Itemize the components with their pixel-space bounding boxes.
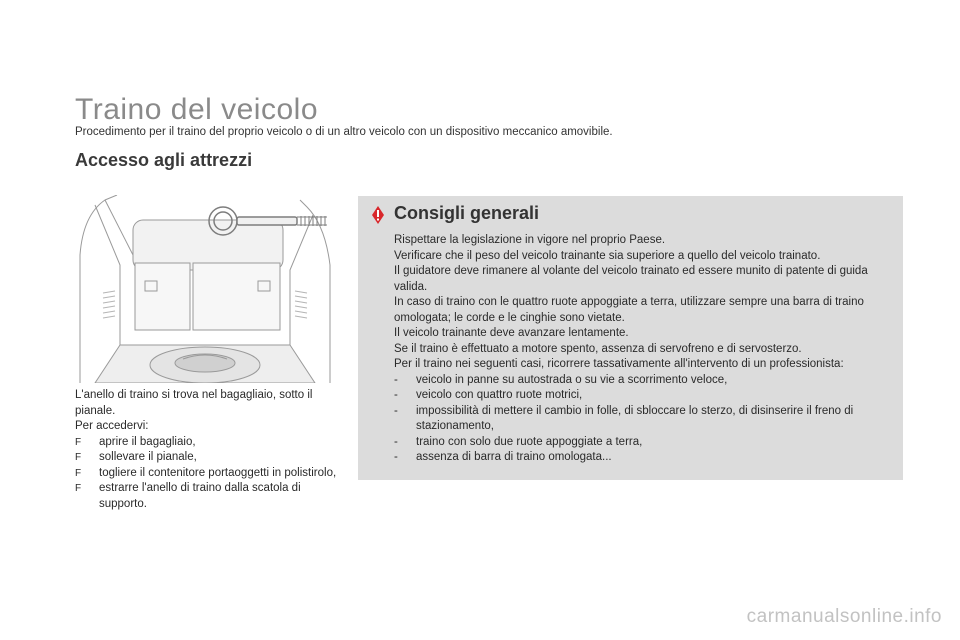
advice-body [394,233,894,466]
list-item: - traino con solo due ruote appoggiate a terra, [394,435,643,448]
step-marker: F [75,483,82,494]
advice-title: Consigli generali [394,203,540,223]
car-body-right [300,200,330,383]
warning-exclamation-icon [368,205,388,225]
advice-paragraph: Verificare che il peso del veicolo trainante sia superiore a quello del veicolo trainato. [394,249,821,262]
list-item: - veicolo in panne su autostrada o su vie a scorrimento veloce, [394,373,728,386]
step-marker: F [75,436,82,448]
car-body-left [80,195,117,383]
access-instructions [75,388,345,512]
advice-paragraph: Rispettare la legislazione in vigore nel proprio Paese. [394,234,666,246]
general-advice-box [358,196,903,480]
seat-back-right [193,263,280,330]
page-title: Traino del veicolo [75,93,319,126]
list-item: F estrarre l'anello di traino dalla scatola di supporto. [75,482,301,510]
step-marker: F [75,452,82,463]
advice-paragraph: In caso di traino con le quattro ruote appoggiate a terra, utilizzare sempre una barra di traino omologata; le corde e le cinghie sono vietate. [394,296,864,324]
seat-back-left [135,263,190,330]
trunk-drawing [75,195,335,383]
professional-cases [394,373,894,466]
step-marker: F [75,467,82,479]
access-intro: Per accedervi: [75,420,149,432]
list-item: F aprire il bagagliaio, [75,435,345,451]
advice-paragraph: Per il traino nei seguenti casi, ricorrere tassativamente all'intervento di un professionista: [394,358,844,370]
advice-paragraph: Il veicolo trainante deve avanzare lentamente. [394,327,629,339]
section-title: Accesso agli attrezzi [75,150,253,170]
list-item: F sollevare il pianale, [75,450,345,466]
list-item: - assenza di barra di traino omologata... [394,451,612,463]
list-item: - veicolo con quattro ruote motrici, [394,389,583,401]
advice-paragraph: Il guidatore deve rimanere al volante del veicolo trainato ed essere munito di patente di guida valida. [394,265,868,293]
trunk-illustration [75,195,335,383]
list-item: F togliere il contenitore portaoggetti in polistirolo, [75,466,345,482]
access-steps [75,435,345,513]
list-item: - impossibilità di mettere il cambio in folle, di sbloccare lo sterzo, di disinserire il freno di stazionamento, [394,404,854,432]
advice-paragraph: Se il traino è effettuato a motore spento, assenza di servofreno e di servosterzo. [394,342,802,355]
watermark: carmanualsonline.info [746,606,942,627]
location-text: L'anello di traino si trova nel bagagliaio, sotto il pianale. [75,389,313,417]
page-intro: Procedimento per il traino del proprio veicolo o di un altro veicolo con un dispositivo meccanico amovibile. [75,126,613,138]
